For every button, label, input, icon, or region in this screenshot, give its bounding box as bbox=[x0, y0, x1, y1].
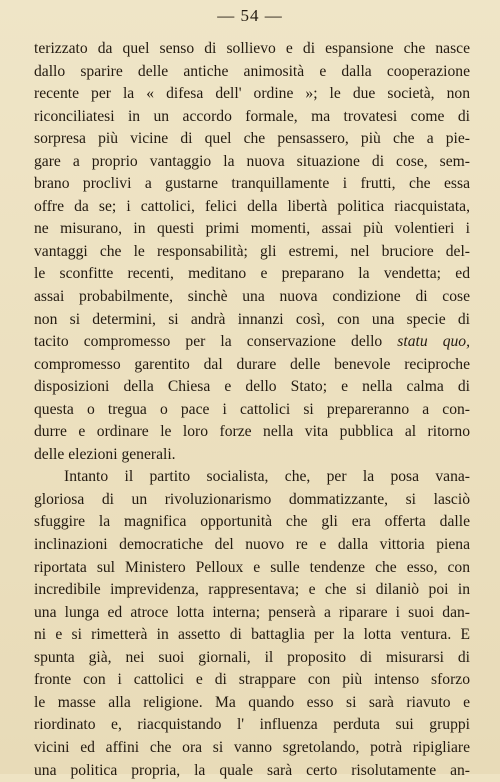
italic-phrase: statu quo, bbox=[397, 333, 470, 350]
text-segment: tacito compromesso per la conservazione dello bbox=[34, 333, 382, 350]
text-line: disposizioni della Chiesa e dello Stato; e nella calma di bbox=[34, 376, 470, 399]
text-line: incredibile imprevidenza, rappresentava; e che si dilaniò poi in bbox=[34, 579, 470, 602]
text-line: riportata sul Ministero Pelloux e sulle tendenze che esso, con bbox=[34, 557, 470, 580]
text-line: vantaggi che le responsabilità; gli estremi, nel bruciore del- bbox=[34, 241, 470, 264]
text-line-with-italic bbox=[34, 331, 470, 354]
text-line: le masse alla religione. Ma quando esso si sarà riavuto e bbox=[34, 692, 470, 715]
text-line: fronte con i cattolici e di strappare con più intenso sforzo bbox=[34, 669, 470, 692]
text-line: ni e si rimetterà in assetto di battaglia per la lotta ventura. E bbox=[34, 624, 470, 647]
text-line: brano proclivi a gustarne tranquillamente i frutti, che essa bbox=[34, 173, 470, 196]
text-line: inclinazioni democratiche del nuovo re e dalla vittoria piena bbox=[34, 534, 470, 557]
text-line: terizzato da quel senso di sollievo e di espansione che nasce bbox=[34, 38, 470, 61]
paragraph-first-line: Intanto il partito socialista, che, per la posa vana- bbox=[34, 466, 470, 489]
text-line: vicini ed affini che ora si vanno sgretolando, potrà ripigliare bbox=[34, 737, 470, 760]
text-line: le sconfitte recenti, meditano e preparano la vendetta; ed bbox=[34, 263, 470, 286]
page-number: — 54 — bbox=[0, 6, 500, 26]
text-line: questa o tregua o pace i cattolici si prepareranno a con- bbox=[34, 399, 470, 422]
text-line: gare a proprio vantaggio la nuova situazione di cose, sem- bbox=[34, 151, 470, 174]
text-line: ne misurano, in questi primi momenti, assai più volentieri i bbox=[34, 218, 470, 241]
text-line: una lunga ed atroce lotta interna; penserà a riparare i suoi dan- bbox=[34, 602, 470, 625]
text-line: riordinato e, riacquistando l' influenza perduta sui gruppi bbox=[34, 714, 470, 737]
text-line: dallo sparire delle antiche animosità e dalla cooperazione bbox=[34, 61, 470, 84]
text-line: delle elezioni generali. bbox=[34, 444, 470, 467]
body-text bbox=[34, 38, 470, 782]
text-line: durre e ordinare le loro forze nella vita pubblica al ritorno bbox=[34, 421, 470, 444]
text-line: assai probabilmente, sinchè una nuova condizione di cose bbox=[34, 286, 470, 309]
text-line: spunta già, nei suoi giornali, il proposito di misurarsi di bbox=[34, 647, 470, 670]
text-line: recente per la « difesa dell' ordine »; le due società, non bbox=[34, 83, 470, 106]
text-line: non si determini, si andrà innanzi così, con una specie di bbox=[34, 309, 470, 332]
text-line: sorpresa più vicine di quel che pensassero, più che a pie- bbox=[34, 128, 470, 151]
text-line: sfuggire la magnifica opportunità che gli era offerta dalle bbox=[34, 511, 470, 534]
text-line: compromesso garentito dal durare delle benevole reciproche bbox=[34, 354, 470, 377]
text-line: offre da se; i cattolici, felici della libertà politica riacquistata, bbox=[34, 196, 470, 219]
text-line: gloriosa di un rivoluzionarismo dommatizzante, si lasciò bbox=[34, 489, 470, 512]
text-line: riconciliatesi in un accordo formale, ma trovatesi come di bbox=[34, 106, 470, 129]
text-line: una politica propria, la quale sarà certo risolutamente an- bbox=[34, 760, 470, 782]
